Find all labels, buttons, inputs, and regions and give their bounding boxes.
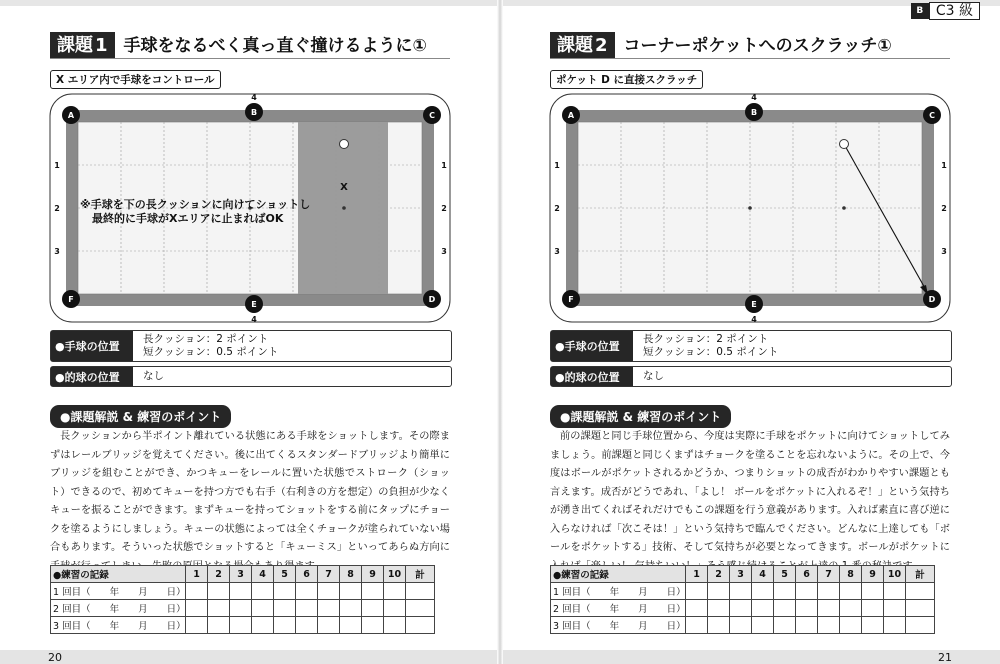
pocket-label: A	[567, 111, 575, 120]
rail-number-top: 6	[661, 98, 667, 107]
rail-number-top: 1	[884, 98, 890, 107]
zone-label: ポケット D に直接スクラッチ	[550, 70, 703, 89]
record-cell[interactable]	[208, 617, 230, 634]
record-cell[interactable]	[230, 583, 252, 600]
rail-number-bottom: 4	[251, 315, 257, 324]
rail-number-top: 7	[618, 98, 624, 107]
record-column-header: 10	[384, 566, 406, 583]
record-column-header: 3	[730, 566, 752, 583]
record-cell[interactable]	[274, 617, 296, 634]
record-cell[interactable]	[730, 600, 752, 617]
rail-number-bottom: 7	[618, 309, 624, 318]
rail-number-right: 1	[441, 161, 447, 170]
record-cell[interactable]	[362, 600, 384, 617]
record-header-row	[551, 566, 935, 583]
record-row-label: 1 回目（ 年 月 日）	[551, 583, 686, 600]
zone-label: X エリア内で手球をコントロール	[50, 70, 221, 89]
cue-ball-position-head: ●手球の位置	[551, 331, 633, 361]
record-cell[interactable]	[840, 617, 862, 634]
record-column-header: 計	[906, 566, 935, 583]
record-header-label: ●練習の記録	[551, 566, 686, 583]
record-cell[interactable]	[884, 600, 906, 617]
record-column-header: 6	[796, 566, 818, 583]
rail-number-bottom: 1	[884, 309, 890, 318]
rail-number-left: 3	[54, 247, 60, 256]
record-row	[51, 617, 435, 634]
record-cell[interactable]	[906, 583, 935, 600]
record-row-label: 3 回目（ 年 月 日）	[51, 617, 186, 634]
record-column-header: 5	[774, 566, 796, 583]
table-spot	[748, 206, 752, 210]
record-cell[interactable]	[818, 600, 840, 617]
record-cell[interactable]	[340, 617, 362, 634]
rail-number-bottom: 3	[296, 309, 302, 318]
table-spot	[842, 206, 846, 210]
rail-number-bottom: 3	[796, 309, 802, 318]
record-cell[interactable]	[318, 583, 340, 600]
record-cell[interactable]	[686, 600, 708, 617]
practice-record-table	[50, 565, 435, 634]
record-cell[interactable]	[296, 600, 318, 617]
rail-number-top: 6	[161, 98, 167, 107]
record-cell[interactable]	[296, 583, 318, 600]
record-cell[interactable]	[406, 583, 435, 600]
record-cell[interactable]	[318, 600, 340, 617]
record-cell[interactable]	[840, 583, 862, 600]
rail-number-top: 5	[704, 98, 710, 107]
annotation-line-2: 最終的に手球がXエリアに止まればOK	[92, 212, 284, 225]
record-cell[interactable]	[884, 583, 906, 600]
record-row	[551, 583, 935, 600]
record-column-header: 5	[274, 566, 296, 583]
cue-ball-position-box	[50, 330, 452, 362]
cue-ball-position-values	[133, 331, 278, 361]
rail-number-right: 3	[941, 247, 947, 256]
record-cell[interactable]	[730, 617, 752, 634]
rail-number-bottom: 2	[841, 309, 847, 318]
record-cell[interactable]	[252, 583, 274, 600]
object-ball-position-box	[50, 366, 452, 387]
record-header-row	[51, 566, 435, 583]
level-badge	[911, 2, 980, 20]
record-cell[interactable]	[274, 583, 296, 600]
rail-number-top: 2	[341, 98, 347, 107]
task-title: コーナーポケットへのスクラッチ①	[623, 36, 892, 56]
pocket-label: C	[429, 111, 435, 120]
rail-number-bottom: 6	[661, 309, 667, 318]
task-title-bar	[550, 32, 950, 59]
pocket-label: E	[751, 300, 757, 309]
record-cell[interactable]	[884, 617, 906, 634]
record-column-header: 計	[406, 566, 435, 583]
record-cell[interactable]	[252, 600, 274, 617]
rail-number-top: 2	[841, 98, 847, 107]
rail-number-top: 4	[251, 93, 257, 102]
practice-record-table	[550, 565, 935, 634]
short-cushion-value: 短クッション：0.5 ポイント	[143, 346, 279, 358]
record-cell[interactable]	[340, 600, 362, 617]
cue-ball-position-head: ●手球の位置	[51, 331, 133, 361]
rail-number-top: 3	[796, 98, 802, 107]
cue-ball	[340, 140, 349, 149]
section-heading: ●課題解説 & 練習のポイント	[550, 405, 731, 428]
level-label: C3 級	[929, 2, 980, 20]
pocket-label: D	[928, 295, 936, 304]
rail-number-top: 5	[204, 98, 210, 107]
rail-number-top: 3	[296, 98, 302, 107]
task-title: 手球をなるべく真っ直ぐ撞けるように①	[123, 36, 427, 56]
record-cell[interactable]	[774, 617, 796, 634]
record-column-header: 2	[208, 566, 230, 583]
record-cell[interactable]	[406, 617, 435, 634]
record-cell[interactable]	[906, 617, 935, 634]
record-cell[interactable]	[318, 617, 340, 634]
record-row	[51, 600, 435, 617]
long-cushion-value: 長クッション：2 ポイント	[143, 333, 269, 345]
rail-number-bottom: 1	[384, 309, 390, 318]
record-cell[interactable]	[230, 600, 252, 617]
rail-number-right: 1	[941, 161, 947, 170]
record-cell[interactable]	[686, 617, 708, 634]
record-cell[interactable]	[752, 583, 774, 600]
record-cell[interactable]	[274, 600, 296, 617]
x-area-label: X	[340, 182, 348, 193]
record-cell[interactable]	[708, 583, 730, 600]
record-cell[interactable]	[186, 583, 208, 600]
record-cell[interactable]	[362, 583, 384, 600]
record-cell[interactable]	[862, 617, 884, 634]
record-cell[interactable]	[796, 600, 818, 617]
record-column-header: 8	[840, 566, 862, 583]
record-column-header: 9	[862, 566, 884, 583]
record-row	[551, 617, 935, 634]
record-cell[interactable]	[708, 617, 730, 634]
rail-number-left: 1	[54, 161, 60, 170]
record-cell[interactable]	[384, 617, 406, 634]
short-cushion-value: 短クッション：0.5 ポイント	[643, 346, 779, 358]
record-cell[interactable]	[774, 583, 796, 600]
record-column-header: 1	[686, 566, 708, 583]
rail-number-top: 4	[751, 93, 757, 102]
rail-number-left: 2	[554, 204, 560, 213]
record-cell[interactable]	[384, 583, 406, 600]
long-cushion-value: 長クッション：2 ポイント	[643, 333, 769, 345]
record-header-label: ●練習の記録	[51, 566, 186, 583]
object-ball-position-value: なし	[643, 370, 664, 382]
record-cell[interactable]	[384, 600, 406, 617]
rail-number-right: 2	[941, 204, 947, 213]
rail-number-left: 2	[54, 204, 60, 213]
pocket-label: C	[929, 111, 935, 120]
record-cell[interactable]	[752, 617, 774, 634]
rail-number-left: 3	[554, 247, 560, 256]
record-row-label: 2 回目（ 年 月 日）	[51, 600, 186, 617]
record-row-label: 2 回目（ 年 月 日）	[551, 600, 686, 617]
billiards-level-icon: B	[911, 3, 929, 19]
rail-number-right: 3	[441, 247, 447, 256]
record-cell[interactable]	[340, 583, 362, 600]
rail-number-bottom: 7	[118, 309, 124, 318]
pocket-label: E	[251, 300, 257, 309]
record-cell[interactable]	[708, 600, 730, 617]
record-column-header: 4	[752, 566, 774, 583]
pocket-label: B	[250, 108, 258, 117]
rail-number-right: 2	[441, 204, 447, 213]
object-ball-position-head: ●的球の位置	[51, 367, 133, 386]
record-cell[interactable]	[296, 617, 318, 634]
record-cell[interactable]	[796, 617, 818, 634]
section-heading: ●課題解説 & 練習のポイント	[50, 405, 231, 428]
rail-number-top: 1	[384, 98, 390, 107]
record-cell[interactable]	[818, 617, 840, 634]
record-column-header: 7	[318, 566, 340, 583]
cue-ball-position-box	[550, 330, 952, 362]
pocket-label: B	[750, 108, 758, 117]
record-cell[interactable]	[906, 600, 935, 617]
record-column-header: 8	[340, 566, 362, 583]
rail-number-bottom: 5	[704, 309, 710, 318]
record-cell[interactable]	[208, 583, 230, 600]
record-cell[interactable]	[208, 600, 230, 617]
record-column-header: 10	[884, 566, 906, 583]
record-cell[interactable]	[752, 600, 774, 617]
rail-number-bottom: 6	[161, 309, 167, 318]
record-column-header: 4	[252, 566, 274, 583]
record-row-label: 1 回目（ 年 月 日）	[51, 583, 186, 600]
rail-number-top: 7	[118, 98, 124, 107]
object-ball-position-head: ●的球の位置	[551, 367, 633, 386]
table-spot	[342, 206, 346, 210]
page-number: 21	[938, 651, 952, 664]
object-ball-position-box	[550, 366, 952, 387]
record-row	[51, 583, 435, 600]
explanation-text: 長クッションから半ポイント離れている状態にある手球をショットします。その際まずはレールブリッジを覚えてください。後に出てくるスタンダードブリッジより簡単にブリッジを組むことができ、かつキューをレールに置いた状態でストローク（ショット）できるので、初めてキューを持つ方でも右手（右利きの方を想定）の負担が少なくキューを振ることができます。まずキューを持ってショットをする前にタップにチョークを塗るようにしましょう。キューの状態によっては全くチョークが塗られていない場合もあります。そういった状態でショットすると「キューミス」といってあらぬ方向に	[50, 431, 450, 553]
record-cell[interactable]	[252, 617, 274, 634]
record-cell[interactable]	[406, 600, 435, 617]
record-cell[interactable]	[840, 600, 862, 617]
record-column-header: 7	[818, 566, 840, 583]
record-cell[interactable]	[796, 583, 818, 600]
record-row	[551, 600, 935, 617]
object-ball-position-value: なし	[143, 370, 164, 382]
task-title-bar	[50, 32, 450, 59]
rail-number-bottom: 2	[341, 309, 347, 318]
record-cell[interactable]	[230, 617, 252, 634]
record-cell[interactable]	[186, 617, 208, 634]
task-label: 課題 1	[50, 32, 115, 58]
pocket-label: F	[568, 295, 574, 304]
record-cell[interactable]	[862, 583, 884, 600]
table-annotation	[80, 198, 310, 226]
pocket-label: F	[68, 295, 74, 304]
record-cell[interactable]	[862, 600, 884, 617]
pocket-label: A	[67, 111, 75, 120]
record-column-header: 1	[186, 566, 208, 583]
billiard-table-diagram	[548, 92, 952, 324]
rail-number-bottom: 4	[751, 315, 757, 324]
cue-ball-position-values	[633, 331, 778, 361]
record-cell[interactable]	[730, 583, 752, 600]
record-column-header: 9	[362, 566, 384, 583]
record-column-header: 6	[296, 566, 318, 583]
pocket-label: D	[428, 295, 436, 304]
record-cell[interactable]	[362, 617, 384, 634]
record-cell[interactable]	[774, 600, 796, 617]
record-cell[interactable]	[186, 600, 208, 617]
record-cell[interactable]	[686, 583, 708, 600]
record-cell[interactable]	[818, 583, 840, 600]
rail-number-left: 1	[554, 161, 560, 170]
task-label: 課題 2	[550, 32, 615, 58]
rail-number-bottom: 5	[204, 309, 210, 318]
explanation-text: 前の課題と同じ手球位置から、今度は実際に手球をポケットに向けてショットしてみましょう。前課題と同じくまずはチョークを塗ることを忘れないように。その上で、今度はボールがポケットされるかどうか、つまりショットの成否がわかりやすい課題とも言えます。成否がどうであれ、「よし！ ボールをポケットに入れるぞ！」という気持ちが湧き出てくればそれだけでもこの課題を行う意義があります。入れば素直に喜び逆に入らなければ「次こそは！」という気持ちで臨んでください。どんなに上達しても「ボールをポケットする」技術、そして気持ちが必要となってきます。ボールがポケットに	[550, 431, 950, 553]
right-page	[500, 0, 1000, 664]
record-column-header: 3	[230, 566, 252, 583]
annotation-line-1: ※手球を下の長クッションに向けてショットし	[80, 198, 311, 211]
record-column-header: 2	[708, 566, 730, 583]
record-row-label: 3 回目（ 年 月 日）	[551, 617, 686, 634]
cue-ball	[840, 140, 849, 149]
page-number: 20	[48, 651, 62, 664]
